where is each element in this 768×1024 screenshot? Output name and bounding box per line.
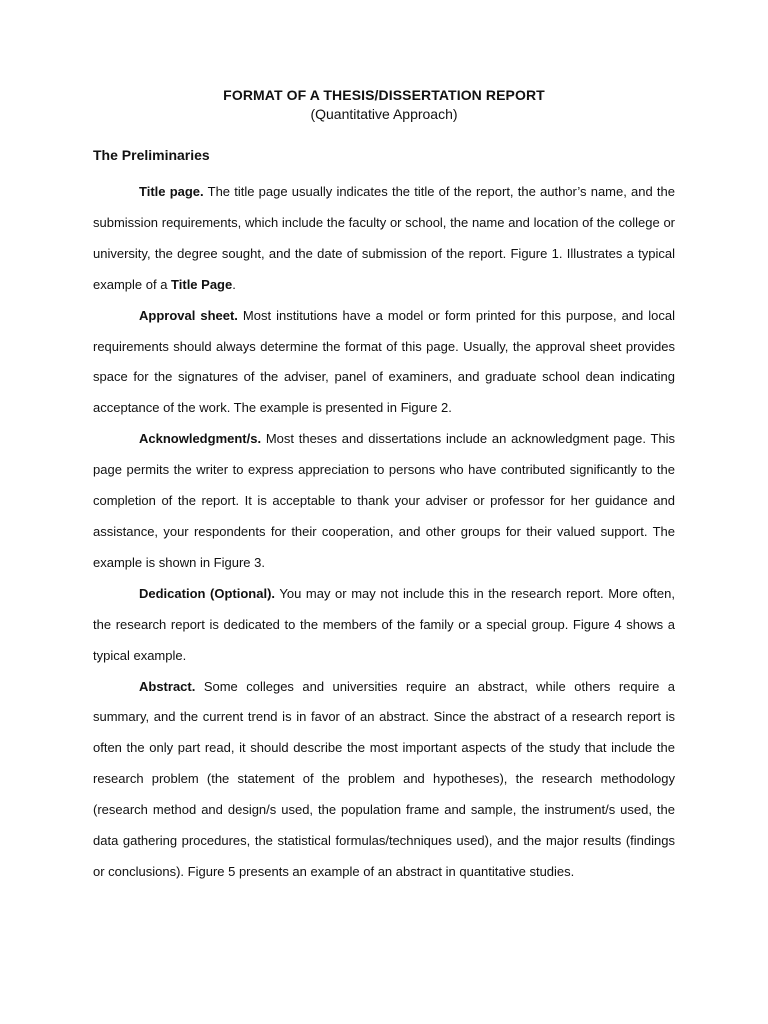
paragraph-lead: Approval sheet. <box>139 307 238 323</box>
paragraph-lead: Title page. <box>139 184 204 199</box>
paragraph-text: You may or may not include this in the research report. More often, the research report is dedicated to the members of the family or a special group. Figure 4 shows a typical example. <box>93 585 675 663</box>
section-heading: The Preliminaries <box>93 147 210 163</box>
paragraph-text: Most institutions have a model or form printed for this purpose, and local requirements should always determine the format of this page. Usually, the approval sheet provides space for the signatures of the adviser, panel of examiners, and graduate school dean indicating acceptance of the work. The example is presented in Figure 2. <box>93 307 675 416</box>
inline-bold-text: Title Page <box>171 276 233 292</box>
paragraph-approval-sheet <box>93 301 675 425</box>
paragraph-text: Some colleges and universities require an abstract, while others require a summary, and the current trend is in favor of an abstract. Since the abstract of a research report is often the only part read, it should describe the most important aspects of the study that include the research problem (the statement of the problem and hypotheses), the research methodology (research method and design/s used, the population frame and sample, the instrument/s used, the data gathering procedures, the statistical formulas/techniques used), and the major results (findings or conclusions). Figure 5 presents an example of an abstract in quantitative studies. <box>93 678 675 879</box>
paragraph-lead: Dedication (Optional). <box>139 585 276 601</box>
paragraph-title-page <box>93 177 675 301</box>
paragraph-text: Most theses and dissertations include an acknowledgment page. This page permits the writer to express appreciation to persons who have contributed significantly to the completion of the report. It is acceptable to thank your adviser or professor for her guidance and assistance, your respondents for their cooperation, and other groups for their valued support. The example is shown in Figure 3. <box>93 431 675 570</box>
paragraph-lead: Abstract. <box>139 678 196 694</box>
paragraph-abstract <box>93 672 675 888</box>
paragraph-dedication <box>93 579 675 672</box>
paragraph-tail: . <box>232 276 236 292</box>
paragraph-list <box>93 177 675 888</box>
paragraph-lead: Acknowledgment/s. <box>139 431 262 447</box>
paragraph-acknowledgment <box>93 424 675 579</box>
paragraph-text: The title page usually indicates the title of the report, the author’s name, and the submission requirements, which include the faculty or school, the name and location of the college or university, the degree sought, and the date of submission of the report. Figure 1. Illustrates a typical example of a <box>93 184 676 292</box>
document-subtitle: (Quantitative Approach) <box>310 106 458 122</box>
document-title: FORMAT OF A THESIS/DISSERTATION REPORT <box>223 87 545 103</box>
